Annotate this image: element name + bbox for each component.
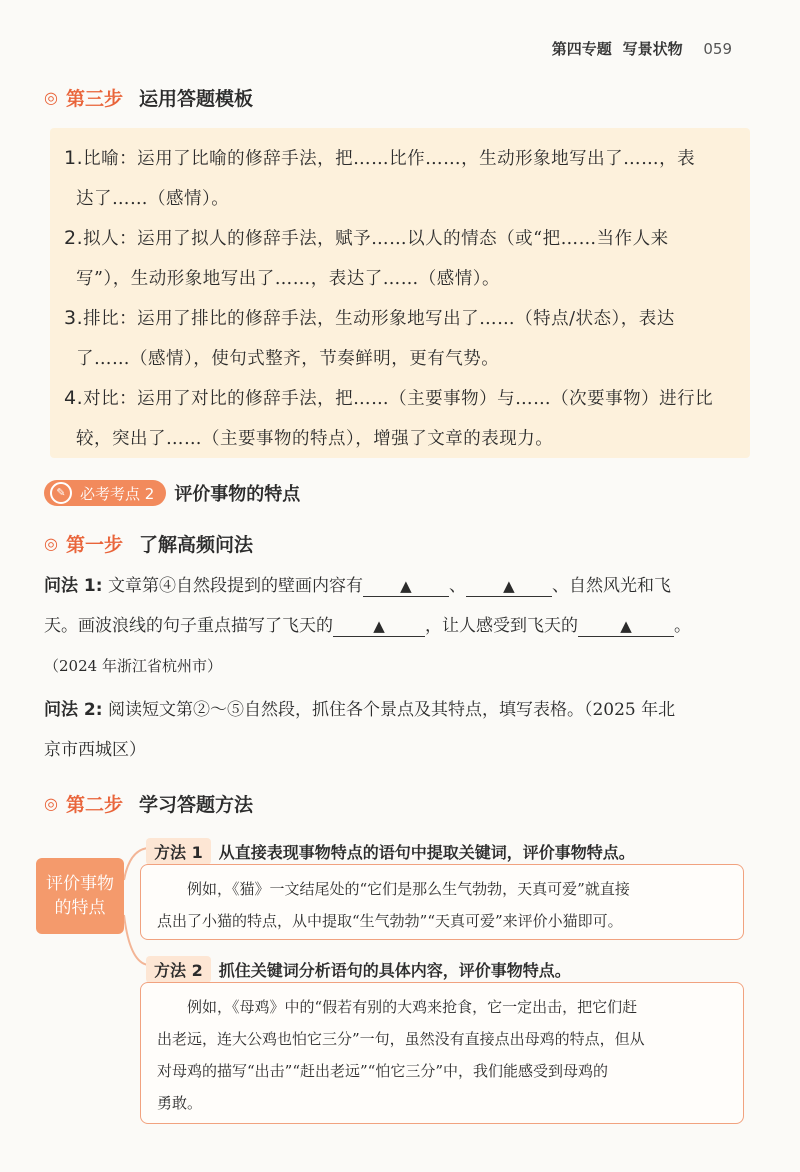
step-label: 第三步: [65, 88, 123, 110]
answer-blank: ▲: [333, 616, 425, 637]
step-label: 第二步: [65, 794, 123, 816]
step-title: 学习答题方法: [138, 794, 253, 816]
template-item-1: 1.比喻：运用了比喻的修辞手法，把……比作……，生动形象地写出了……，表 达了……（感情）。: [64, 147, 696, 209]
question-1: 问法 1: 文章第④自然段提到的壁画内容有 ▲ 、 ▲ 、自然风光和飞 天。画波浪线的句子重点描写了飞天的 ▲ ，让人感受到飞天的 ▲ 。 （2024 年浙江省杭州市）: [44, 566, 744, 686]
section-label: 写景状物: [622, 40, 683, 58]
step-title: 运用答题模板: [138, 88, 253, 110]
template-item-2: 2.拟人：运用了拟人的修辞手法，赋予……以人的情态（或“把……当作人来 写”），生动形象地写出了……，表达了……（感情）。: [64, 227, 669, 289]
answer-blank: ▲: [363, 576, 449, 597]
key-point-title: 评价事物的特点: [174, 484, 301, 505]
method-2-heading: [146, 956, 571, 983]
target-icon: ◎: [44, 534, 58, 553]
method-title: 抓住关键词分析语句的具体内容，评价事物特点。: [218, 961, 571, 980]
question-source: （2024 年浙江省杭州市）: [44, 657, 222, 675]
target-icon: ◎: [44, 794, 58, 813]
step-title: 了解高频问法: [138, 534, 253, 556]
method-1-example: 例如，《猫》一文结尾处的“它们是那么生气勃勃，天真可爱”就直接 点出了小猫的特点，从中提取“生气勃勃”“天真可爱”来评价小猫即可。: [140, 864, 744, 940]
method-1-heading: [146, 838, 635, 865]
key-point-tag: ✎ 必考考点 2: [44, 480, 166, 506]
step-label: 第一步: [65, 534, 123, 556]
question-2: 问法 2: 阅读短文第②～⑤自然段，抓住各个景点及其特点，填写表格。（2025 年北 京市西城区）: [44, 700, 676, 760]
mindmap-center: 评价事物 的特点: [36, 858, 124, 934]
target-icon: ◎: [44, 88, 58, 107]
template-item-4: 4.对比：运用了对比的修辞手法，把……（主要事物）与……（次要事物）进行比 较，突出了……（主要事物的特点），增强了文章的表现力。: [64, 387, 714, 449]
chapter-label: 第四专题: [551, 40, 612, 58]
answer-blank: ▲: [578, 616, 674, 637]
pen-icon: ✎: [50, 482, 72, 504]
method-2-example: 例如，《母鸡》中的“假若有别的大鸡来抢食，它一定出击，把它们赶 出老远，连大公鸡也怕它三分”一句，虽然没有直接点出母鸡的特点，但从 对母鸡的描写“出击”“赶出老远”“怕它三分”中，我们能感受到母鸡的 勇敢。: [140, 982, 744, 1124]
method-title: 从直接表现事物特点的语句中提取关键词，评价事物特点。: [218, 843, 635, 862]
page-number: 059: [703, 40, 732, 58]
answer-blank: ▲: [466, 576, 552, 597]
method-label: 方法 1: [146, 838, 211, 865]
method-label: 方法 2: [146, 956, 211, 983]
template-item-3: 3.排比：运用了排比的修辞手法，生动形象地写出了……（特点/状态），表达 了……（感情），使句式整齐，节奏鲜明，更有气势。: [64, 307, 675, 369]
